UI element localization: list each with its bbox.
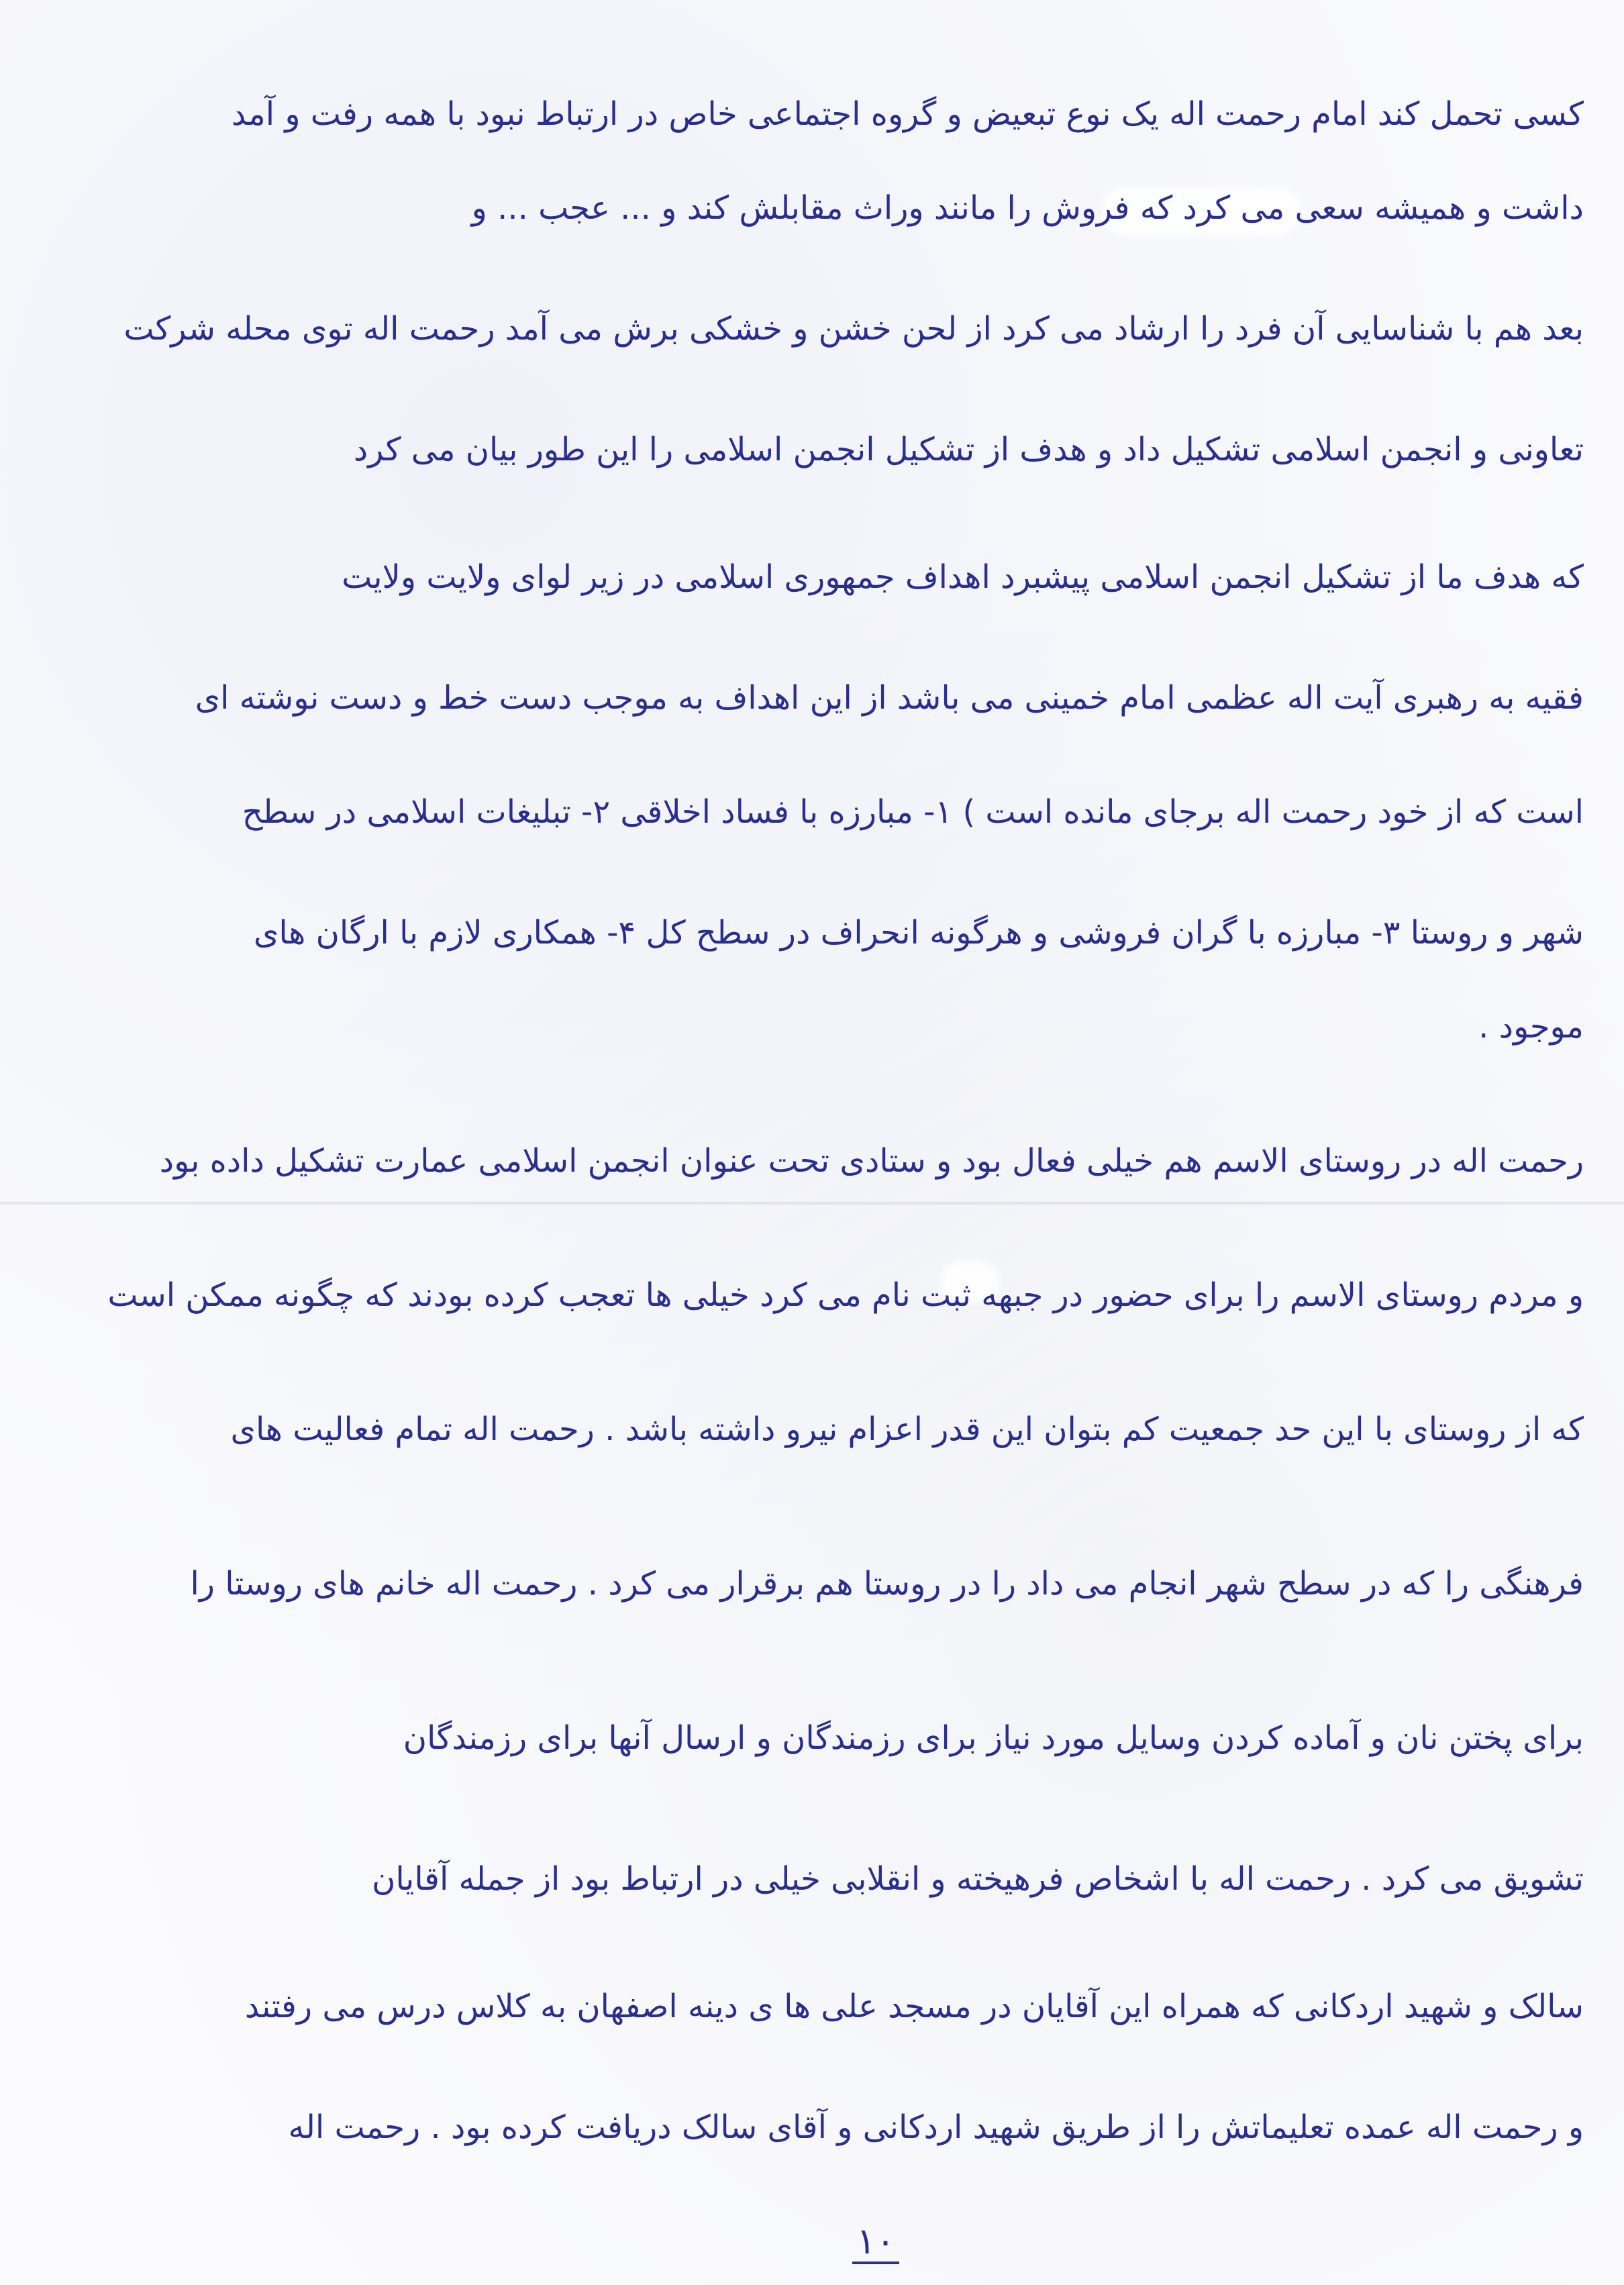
text-line: کسی تحمل کند امام رحمت اله یک نوع تبعیض و گروه اجتماعی خاص در ارتباط نبود با همه رفت و آمد [231,95,1584,133]
text-line: موجود . [1478,1008,1584,1046]
text-line: که از روستای با این حد جمعیت کم بتوان این قدر اعزام نیرو داشته باشد . رحمت اله تمام فعالیت های [230,1411,1584,1448]
text-line: تعاونی و انجمن اسلامی تشکیل داد و هدف از تشکیل انجمن اسلامی را این طور بیان می کرد [353,431,1584,468]
text-line: است که از خود رحمت اله برجای مانده است ) ۱- مبارزه با فساد اخلاقی ۲- تبلیغات اسلامی در سطح [242,793,1584,831]
text-line: بعد هم با شناسایی آن فرد را ارشاد می کرد از لحن خشن و خشکی برش می آمد رحمت اله توی محله شرکت [123,310,1584,348]
text-line: داشت و همیشه سعی می کرد که فروش را مانند وراث مقابلش کند و ... عجب ... و [471,189,1584,227]
page-number: ۱۰ [852,2221,899,2264]
text-line: و مردم روستای الاسم را برای حضور در جبهه ثبت نام می کرد خیلی ها تعجب کرده بودند که چگونه ممکن است [107,1276,1584,1314]
text-line: برای پختن نان و آماده کردن وسایل مورد نیاز برای رزمندگان و ارسال آنها برای رزمندگان [403,1719,1584,1757]
handwritten-text-body [40,0,1584,2285]
text-line: فقیه به رهبری آیت اله عظمی امام خمینی می باشد از این اهداف به موجب دست خط و دست نوشته ای [195,679,1584,717]
text-line: که هدف ما از تشکیل انجمن اسلامی پیشبرد اهداف جمهوری اسلامی در زیر لوای ولایت ولایت [342,558,1584,596]
text-line: شهر و روستا ۳- مبارزه با گران فروشی و هرگونه انحراف در سطح کل ۴- همکاری لازم با ارگان های [253,914,1584,952]
text-line: فرهنگی را که در سطح شهر انجام می داد را در روستا هم برقرار می کرد . رحمت اله خانم های روستا را [190,1565,1584,1603]
text-line: و رحمت اله عمده تعلیماتش را از طریق شهید اردکانی و آقای سالک دریافت کرده بود . رحمت اله [288,2109,1584,2146]
text-line: رحمت اله در روستای الاسم هم خیلی فعال بود و ستادی تحت عنوان انجمن اسلامی عمارت تشکیل داده بود [159,1142,1584,1180]
text-line: تشویق می کرد . رحمت اله با اشخاص فرهیخته و انقلابی خیلی در ارتباط بود از جمله آقایان [372,1860,1584,1898]
text-line: سالک و شهید اردکانی که همراه این آقایان در مسجد علی ها ی دینه اصفهان به کلاس درس می رفتند [244,1988,1584,2025]
